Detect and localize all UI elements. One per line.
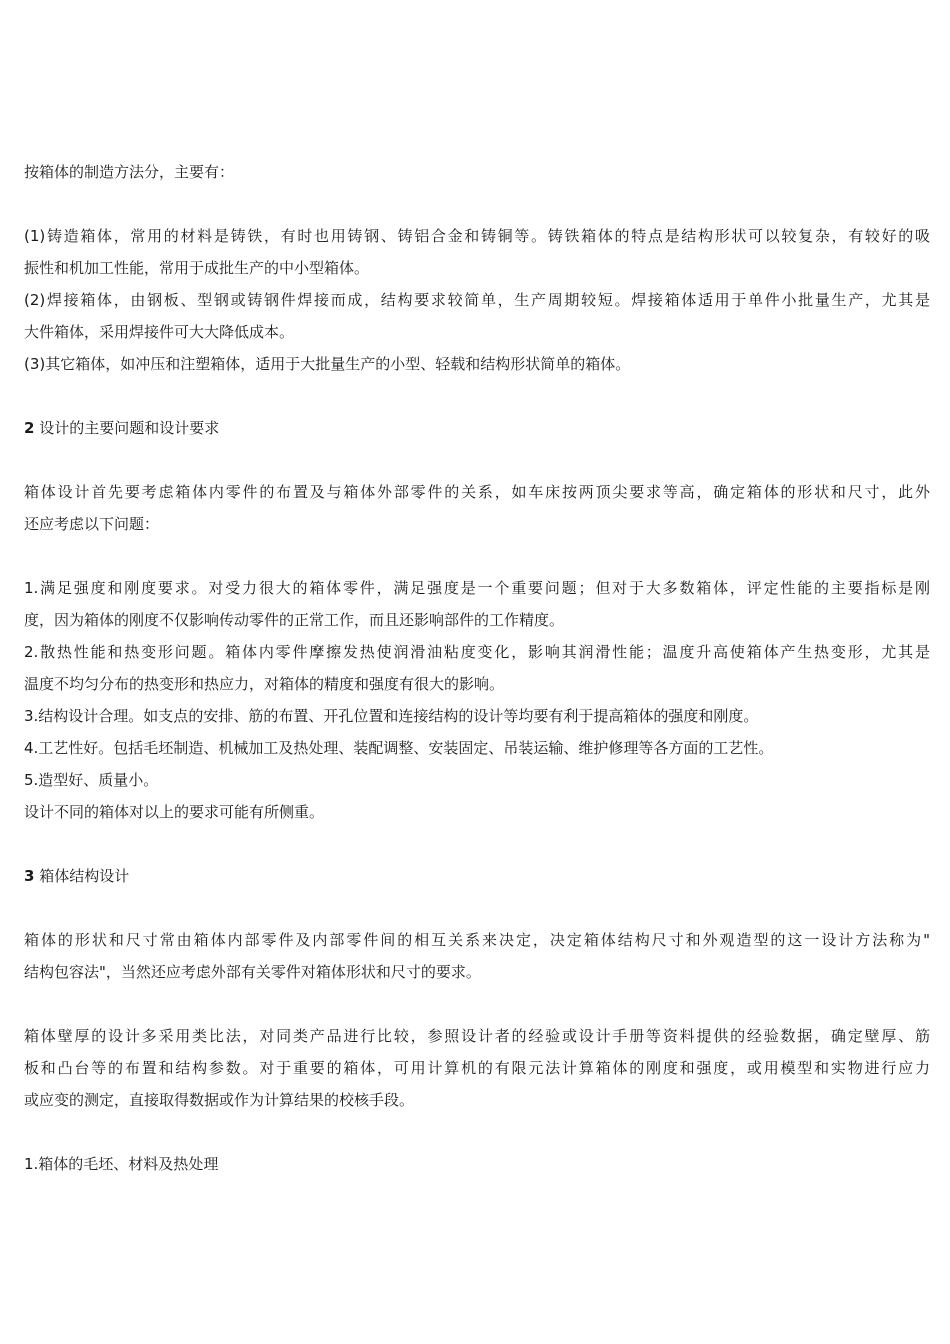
type-2-line-2: 大件箱体，采用焊接件可大大降低成本。 xyxy=(24,323,295,341)
section-2-title: 设计的主要问题和设计要求 xyxy=(39,419,220,437)
requirement-list xyxy=(24,572,930,796)
document-body xyxy=(24,156,930,1180)
type-1-line-2: 振性和机加工性能，常用于成批生产的中小型箱体。 xyxy=(24,259,370,277)
section-3-para-2-line-2: 板和凸台等的布置和结构参数。对于重要的箱体，可用计算机的有限元法计算箱体的刚度和强度，或用模型和实物进行应力 xyxy=(24,1059,930,1077)
section-3-heading xyxy=(24,860,930,892)
spacer xyxy=(24,1116,930,1148)
requirement-1-line-1: 1.满足强度和刚度要求。对受力很大的箱体零件，满足强度是一个重要问题；但对于大多数箱体，评定性能的主要指标是刚 xyxy=(24,579,930,597)
type-1-line-1: (1)铸造箱体，常用的材料是铸铁，有时也用铸钢、铸铝合金和铸铜等。铸铁箱体的特点是结构形状可以较复杂，有较好的吸 xyxy=(24,227,930,245)
spacer xyxy=(24,988,930,1020)
section-2-intro-line-1: 箱体设计首先要考虑箱体内零件的布置及与箱体外部零件的关系，如车床按两顶尖要求等高，确定箱体的形状和尺寸，此外 xyxy=(24,483,930,501)
spacer xyxy=(24,380,930,412)
requirement-1-line-2: 度，因为箱体的刚度不仅影响传动零件的正常工作，而且还影响部件的工作精度。 xyxy=(24,611,565,629)
intro-text: 按箱体的制造方法分，主要有： xyxy=(24,163,235,181)
spacer xyxy=(24,444,930,476)
section-2-intro-line-2: 还应考虑以下问题： xyxy=(24,515,160,533)
section-2-heading xyxy=(24,412,930,444)
section-2-closing: 设计不同的箱体对以上的要求可能有所侧重。 xyxy=(24,803,325,821)
type-3-line-1: (3)其它箱体，如冲压和注塑箱体，适用于大批量生产的小型、轻载和结构形状简单的箱体。 xyxy=(24,355,631,373)
section-3-para-2-line-1: 箱体壁厚的设计多采用类比法，对同类产品进行比较，参照设计者的经验或设计手册等资料提供的经验数据，确定壁厚、筋 xyxy=(24,1027,930,1045)
section-3-number: 3 xyxy=(24,867,35,885)
section-3-para-2-line-3: 或应变的测定，直接取得数据或作为计算结果的校核手段。 xyxy=(24,1091,415,1109)
type-2-line-1: (2)焊接箱体，由钢板、型钢或铸钢件焊接而成，结构要求较简单，生产周期较短。焊接箱体适用于单件小批量生产，尤其是 xyxy=(24,291,930,309)
section-3-para-1-line-2: 结构包容法"，当然还应考虑外部有关零件对箱体形状和尺寸的要求。 xyxy=(24,963,481,981)
type-list xyxy=(24,220,930,380)
requirement-4-line-1: 4.工艺性好。包括毛坯制造、机械加工及热处理、装配调整、安装固定、吊装运输、维护修理等各方面的工艺性。 xyxy=(24,739,774,757)
spacer xyxy=(24,540,930,572)
section-3-para-1-line-1: 箱体的形状和尺寸常由箱体内部零件及内部零件间的相互关系来决定，决定箱体结构尺寸和外观造型的这一设计方法称为" xyxy=(24,931,930,949)
requirement-3-line-1: 3.结构设计合理。如支点的安排、筋的布置、开孔位置和连接结构的设计等均要有利于提高箱体的强度和刚度。 xyxy=(24,707,759,725)
section-3-subheading: 1.箱体的毛坯、材料及热处理 xyxy=(24,1155,219,1173)
requirement-2-line-1: 2.散热性能和热变形问题。箱体内零件摩擦发热使润滑油粘度变化，影响其润滑性能；温度升高使箱体产生热变形，尤其是 xyxy=(24,643,930,661)
section-3-title: 箱体结构设计 xyxy=(39,867,130,885)
section-2-number: 2 xyxy=(24,419,35,437)
spacer xyxy=(24,892,930,924)
requirement-2-line-2: 温度不均匀分布的热变形和热应力，对箱体的精度和强度有很大的影响。 xyxy=(24,675,505,693)
spacer xyxy=(24,188,930,220)
spacer xyxy=(24,828,930,860)
requirement-5-line-1: 5.造型好、质量小。 xyxy=(24,771,159,789)
